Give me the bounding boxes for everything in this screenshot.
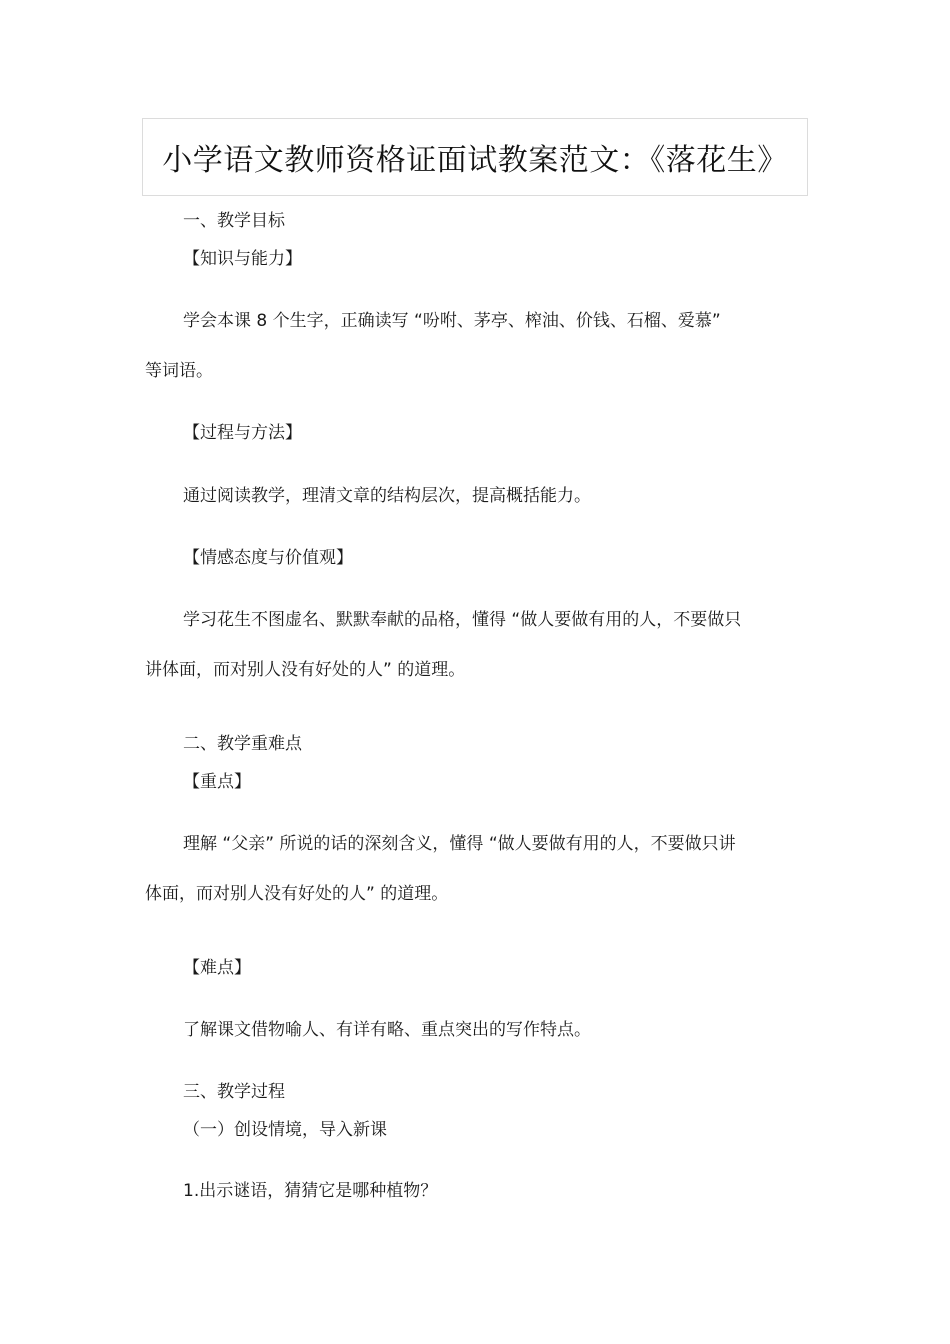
emotion-paragraph	[145, 608, 807, 682]
knowledge-heading: 【知识与能力】	[183, 249, 302, 269]
emotion-line-2: 讲体面，而对别人没有好处的人” 的道理。	[145, 660, 466, 680]
focus-paragraph	[145, 832, 807, 906]
difficulty-heading: 【难点】	[183, 958, 251, 978]
procedure-heading: 三、教学过程	[183, 1082, 285, 1102]
goals-heading: 一、教学目标	[183, 211, 285, 231]
emotion-heading: 【情感态度与价值观】	[183, 548, 353, 568]
document-title: 小学语文教师资格证面试教案范文：《落花生》	[162, 143, 788, 178]
procedure-subheading: （一）创设情境，导入新课	[183, 1120, 387, 1140]
procedure-item-1: 1.出示谜语，猜猜它是哪种植物？	[183, 1181, 438, 1201]
title-box	[142, 118, 808, 196]
focus-line-1: 理解 “父亲” 所说的话的深刻含义，懂得 “做人要做有用的人，不要做只讲	[183, 834, 736, 854]
focus-heading: 【重点】	[183, 772, 251, 792]
key-points-heading: 二、教学重难点	[183, 734, 302, 754]
knowledge-line-2: 等词语。	[145, 361, 213, 381]
process-text: 通过阅读教学，理清文章的结构层次，提高概括能力。	[183, 486, 591, 506]
focus-line-2: 体面，而对别人没有好处的人” 的道理。	[145, 884, 449, 904]
emotion-line-1: 学习花生不图虚名、默默奉献的品格，懂得 “做人要做有用的人，不要做只	[183, 610, 742, 630]
difficulty-text: 了解课文借物喻人、有详有略、重点突出的写作特点。	[183, 1020, 591, 1040]
knowledge-paragraph	[145, 309, 807, 383]
knowledge-line-1: 学会本课 8 个生字，正确读写 “吩咐、茅亭、榨油、价钱、石榴、爱慕”	[183, 311, 721, 331]
process-heading: 【过程与方法】	[183, 423, 302, 443]
